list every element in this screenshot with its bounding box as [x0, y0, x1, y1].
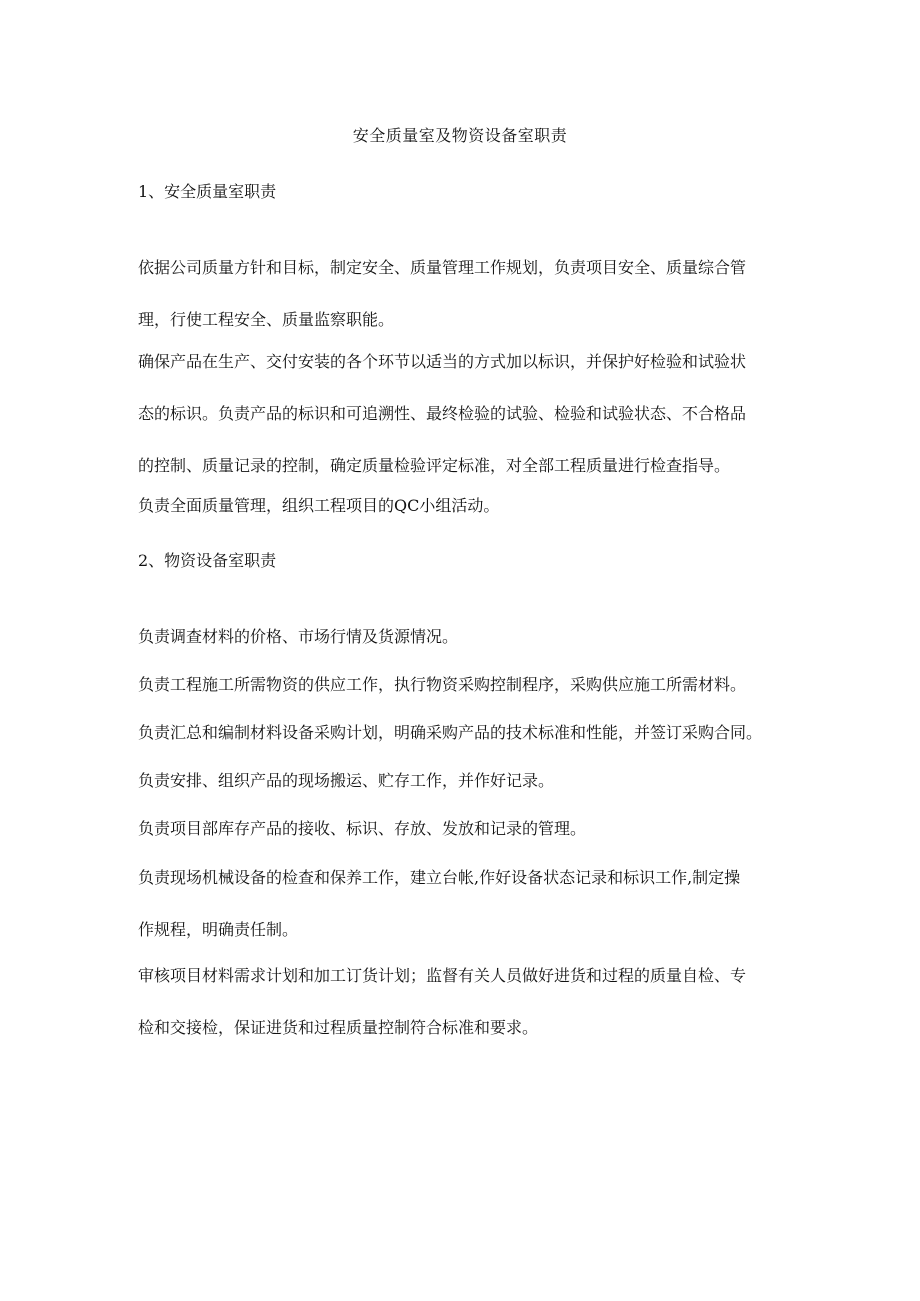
text-line: 检和交接检，保证进货和过程质量控制符合标准和要求。	[138, 1018, 539, 1037]
paragraph-equipment-maintenance	[138, 866, 798, 942]
text-line: 依据公司质量方针和目标，制定安全、质量管理工作规划，负责项目安全、质量综合管	[138, 258, 747, 277]
paragraph-material-supply	[138, 673, 798, 697]
text-line: 态的标识。负责产品的标识和可追溯性、最终检验的试验、检验和试验状态、不合格品	[138, 404, 747, 423]
text-line: 确保产品在生产、交付安装的各个环节以适当的方式加以标识，并保护好检验和试验状	[138, 352, 747, 371]
paragraph-handling-storage	[138, 769, 798, 793]
text-line: 作规程，明确责任制。	[138, 920, 299, 939]
text-line: 负责项目部库存产品的接收、标识、存放、发放和记录的管理。	[138, 819, 587, 838]
section-heading-materials-equipment: 2、物资设备室职责	[138, 551, 277, 570]
paragraph-qc-activities	[138, 494, 798, 518]
text-line: 负责调查材料的价格、市场行情及货源情况。	[138, 627, 459, 646]
text-line: 的控制、质量记录的控制，确定质量检验评定标准，对全部工程质量进行检查指导。	[138, 456, 731, 475]
text-line: 负责工程施工所需物资的供应工作，执行物资采购控制程序，采购供应施工所需材料。	[138, 675, 747, 694]
text-line: 负责汇总和编制材料设备采购计划，明确采购产品的技术标准和性能，并签订采购合同。	[138, 723, 763, 742]
text-line: 负责现场机械设备的检查和保养工作，建立台帐,作好设备状态记录和标识工作,制定操	[138, 868, 741, 887]
document-title: 安全质量室及物资设备室职责	[352, 126, 568, 145]
text-line: 负责安排、组织产品的现场搬运、贮存工作，并作好记录。	[138, 771, 555, 790]
text-line: 审核项目材料需求计划和加工订货计划；监督有关人员做好进货和过程的质量自检、专	[138, 966, 747, 985]
text-line: 理，行使工程安全、质量监察职能。	[138, 310, 395, 329]
paragraph-quality-planning	[138, 256, 798, 332]
paragraph-demand-review	[138, 964, 798, 1040]
paragraph-product-identification	[138, 350, 798, 478]
section-heading-safety-quality: 1、安全质量室职责	[138, 182, 277, 201]
text-line: 负责全面质量管理，组织工程项目的QC小组活动。	[138, 496, 500, 515]
paragraph-procurement-plan	[138, 721, 798, 745]
paragraph-material-prices	[138, 625, 798, 649]
paragraph-inventory-management	[138, 817, 798, 841]
